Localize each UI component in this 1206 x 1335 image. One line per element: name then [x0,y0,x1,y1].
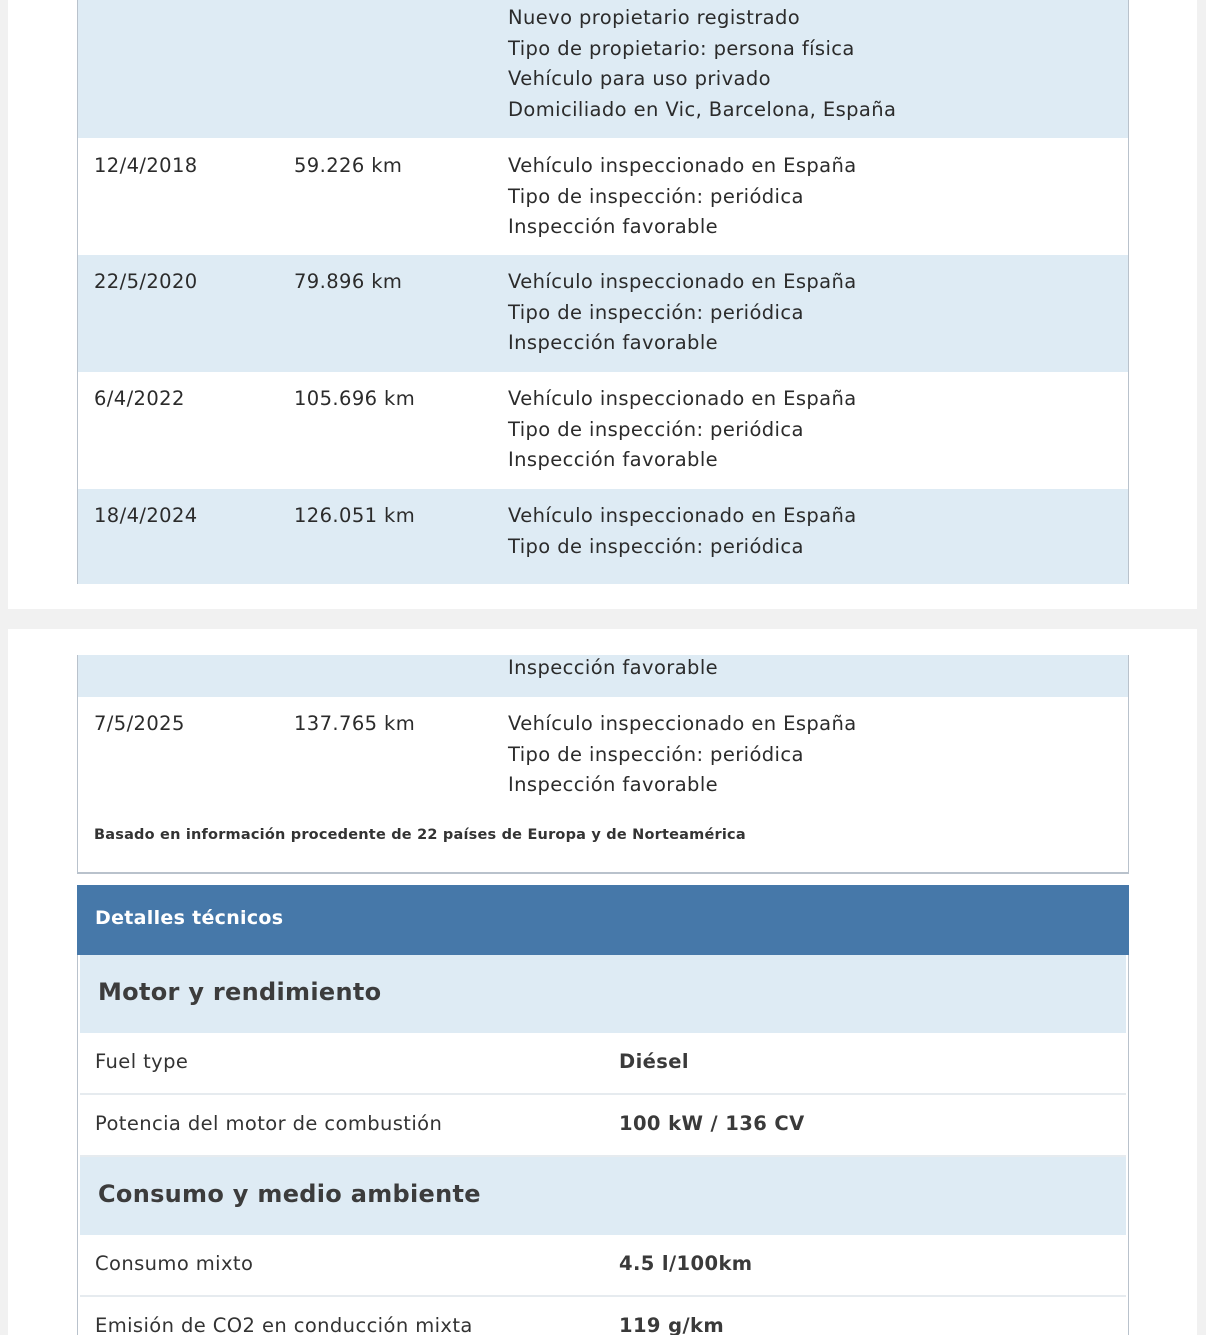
spec-value: 4.5 l/100km [619,1252,753,1275]
event-description [508,709,857,801]
event-mileage: 126.051 km [294,504,416,527]
spec-label: Fuel type [95,1050,189,1073]
event-line: Inspección favorable [508,773,719,796]
page-top [8,0,1197,609]
section-motor [80,955,1126,1033]
event-line: Inspección favorable [508,656,719,679]
event-mileage: 59.226 km [294,154,403,177]
table-row [78,655,1128,697]
event-date: 18/4/2024 [94,504,198,527]
section-title: Motor y rendimiento [98,978,382,1006]
technical-details-body [77,955,1129,1335]
table-row [78,372,1128,489]
event-mileage: 137.765 km [294,712,416,735]
event-line: Tipo de inspección: periódica [508,534,804,558]
event-line: Tipo de inspección: periódica [508,742,804,766]
event-line: Domiciliado en Vic, Barcelona, España [508,97,897,121]
spec-value: Diésel [619,1050,690,1073]
table-row [78,489,1128,584]
page-bottom [8,629,1197,1335]
spec-row-co2 [80,1297,1126,1335]
event-description [508,501,857,562]
source-footnote: Basado en información procedente de 22 países de Europa y de Norteamérica [94,827,746,843]
event-line: Vehículo para uso privado [508,67,771,90]
event-date: 6/4/2022 [94,387,185,410]
event-line: Tipo de inspección: periódica [508,184,804,208]
history-table [77,0,1129,584]
event-line: Vehículo inspeccionado en España [508,504,857,527]
technical-details-header [77,885,1129,955]
table-row [78,0,1128,138]
event-line: Tipo de inspección: periódica [508,417,804,441]
table-row [78,255,1128,372]
event-description [508,267,857,359]
spec-label: Potencia del motor de combustión [95,1112,443,1135]
event-line: Vehículo inspeccionado en España [508,270,857,293]
history-table-continued [77,655,1129,874]
section-consumption [80,1157,1126,1235]
event-line: Vehículo inspeccionado en España [508,387,857,410]
event-date: 7/5/2025 [94,712,185,735]
event-line: Inspección favorable [508,448,719,471]
event-description [508,653,718,684]
table-row [78,138,1128,255]
spec-row-fuel-type [80,1033,1126,1095]
event-line: Inspección favorable [508,215,719,238]
spec-row-consumption [80,1235,1126,1297]
event-line: Inspección favorable [508,331,719,354]
spec-value: 100 kW / 136 CV [619,1112,805,1135]
spec-label: Emisión de CO2 en conducción mixta [95,1314,473,1335]
event-line: Vehículo inspeccionado en España [508,154,857,177]
technical-details-title: Detalles técnicos [95,907,284,929]
event-line: Vehículo inspeccionado en España [508,712,857,735]
event-description [508,151,857,243]
section-title: Consumo y medio ambiente [98,1180,481,1208]
event-line: Tipo de propietario: persona física [508,36,855,60]
event-line: Nuevo propietario registrado [508,6,801,29]
event-description [508,384,857,476]
event-line: Tipo de inspección: periódica [508,300,804,324]
spec-row-power [80,1095,1126,1157]
spec-value: 119 g/km [619,1314,725,1335]
table-row [78,697,1128,872]
event-date: 22/5/2020 [94,270,198,293]
event-mileage: 105.696 km [294,387,416,410]
event-description [508,3,896,125]
event-mileage: 79.896 km [294,270,403,293]
event-date: 12/4/2018 [94,154,198,177]
spec-label: Consumo mixto [95,1252,254,1275]
